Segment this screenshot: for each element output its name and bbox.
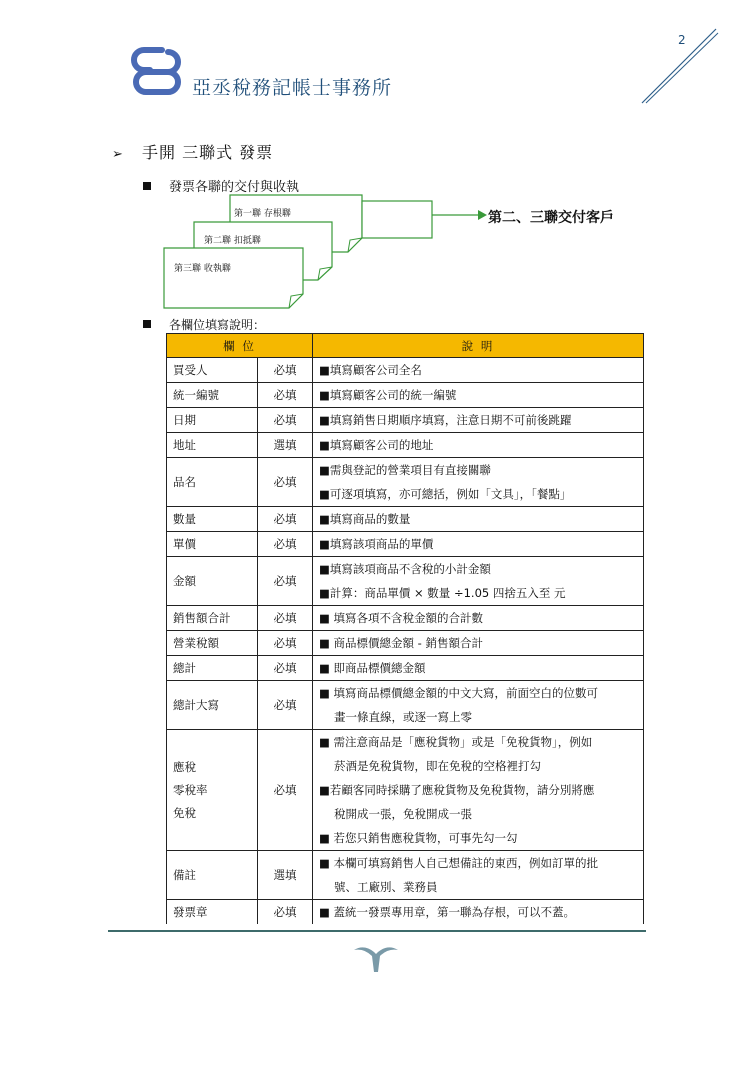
field-required: 必填 bbox=[258, 631, 313, 656]
field-required: 必填 bbox=[258, 900, 313, 925]
description-line: ■若顧客同時採購了應稅貨物及免稅貨物，請分別將應 bbox=[319, 783, 595, 797]
description-line: ■ 蓋統一發票專用章，第一聯為存根，可以不蓋。 bbox=[319, 905, 576, 919]
field-description bbox=[313, 900, 644, 925]
description-line: ■填寫商品的數量 bbox=[319, 512, 411, 526]
field-name: 應稅 bbox=[173, 759, 196, 774]
field-required: 選填 bbox=[258, 433, 313, 458]
field-name-cell bbox=[167, 851, 258, 900]
footer-ornament-icon bbox=[352, 942, 400, 974]
description-line: 號、工廠別、業務員 bbox=[334, 880, 438, 894]
field-name: 品名 bbox=[173, 475, 196, 489]
field-required: 必填 bbox=[258, 383, 313, 408]
firm-logo-icon bbox=[128, 42, 186, 100]
field-name-cell bbox=[167, 507, 258, 532]
fields-heading bbox=[143, 316, 265, 333]
delivery-arrow-head bbox=[478, 210, 487, 220]
field-name-cell bbox=[167, 606, 258, 631]
field-name-cell bbox=[167, 900, 258, 925]
description-line: ■填寫顧客公司的統一編號 bbox=[319, 388, 457, 402]
copies-heading-text: 發票各聯的交付與收執 bbox=[169, 180, 300, 195]
table-row bbox=[167, 458, 644, 507]
field-name: 發票章 bbox=[173, 905, 208, 919]
description-line: ■可逐項填寫，亦可總括，例如「文具」，「餐點」 bbox=[319, 487, 572, 501]
field-name-cell bbox=[167, 532, 258, 557]
field-name: 零稅率 bbox=[173, 782, 208, 797]
field-required: 必填 bbox=[258, 458, 313, 507]
description-line: ■需與登記的營業項目有直接關聯 bbox=[319, 463, 491, 477]
description-line: ■ 本欄可填寫銷售人自己想備註的東西，例如訂單的批 bbox=[319, 856, 599, 870]
corner-decoration bbox=[640, 25, 720, 105]
field-required: 選填 bbox=[258, 851, 313, 900]
description-line: ■ 填寫商品標價總金額的中文大寫，前面空白的位數可 bbox=[319, 686, 599, 700]
description-line: ■ 需注意商品是「應稅貨物」或是「免稅貨物」，例如 bbox=[319, 735, 593, 749]
field-description bbox=[313, 532, 644, 557]
field-description bbox=[313, 730, 644, 851]
description-line: ■填寫顧客公司全名 bbox=[319, 363, 422, 377]
field-required: 必填 bbox=[258, 730, 313, 851]
field-name: 營業稅額 bbox=[173, 636, 219, 650]
field-name: 數量 bbox=[173, 512, 196, 526]
description-line: ■ 商品標價總金額 - 銷售額合計 bbox=[319, 636, 483, 650]
section-heading bbox=[112, 140, 273, 163]
field-name: 統一編號 bbox=[173, 388, 219, 402]
arrow-bullet-icon: ➢ bbox=[112, 147, 123, 162]
field-name: 總計 bbox=[173, 661, 196, 675]
field-name-cell bbox=[167, 458, 258, 507]
field-name-cell bbox=[167, 656, 258, 681]
field-description bbox=[313, 408, 644, 433]
section-title: 手開 三聯式 發票 bbox=[142, 143, 274, 162]
field-description bbox=[313, 458, 644, 507]
field-required: 必填 bbox=[258, 358, 313, 383]
field-description bbox=[313, 681, 644, 730]
field-required: 必填 bbox=[258, 532, 313, 557]
field-name: 日期 bbox=[173, 413, 196, 427]
field-rows bbox=[167, 358, 644, 925]
description-line: ■ 若您只銷售應稅貨物，可事先勾一勾 bbox=[319, 831, 518, 845]
table-row bbox=[167, 900, 644, 925]
field-name: 總計大寫 bbox=[173, 698, 219, 712]
table-row bbox=[167, 656, 644, 681]
table-row bbox=[167, 532, 644, 557]
description-line: ■填寫銷售日期順序填寫，注意日期不可前後跳躍 bbox=[319, 413, 572, 427]
field-required: 必填 bbox=[258, 606, 313, 631]
field-name-cell bbox=[167, 383, 258, 408]
square-bullet-icon bbox=[143, 320, 151, 328]
field-name-cell bbox=[167, 730, 258, 851]
field-description bbox=[313, 433, 644, 458]
field-name-cell bbox=[167, 433, 258, 458]
table-row bbox=[167, 557, 644, 606]
field-description bbox=[313, 383, 644, 408]
field-name-cell bbox=[167, 681, 258, 730]
description-line: 菸酒是免稅貨物，即在免稅的空格裡打勾 bbox=[334, 759, 541, 773]
field-description bbox=[313, 631, 644, 656]
footer-rule bbox=[108, 930, 646, 932]
field-required: 必填 bbox=[258, 557, 313, 606]
field-name: 單價 bbox=[173, 537, 196, 551]
description-line: ■填寫顧客公司的地址 bbox=[319, 438, 434, 452]
fields-heading-text: 各欄位填寫說明： bbox=[169, 318, 266, 332]
description-line: ■ 填寫各項不含稅金額的合計數 bbox=[319, 611, 484, 625]
description-line: ■填寫該項商品的單價 bbox=[319, 537, 434, 551]
copy-label-third: 第一聯 存根聯 bbox=[234, 209, 291, 219]
field-name-cell bbox=[167, 557, 258, 606]
field-name: 備註 bbox=[173, 868, 196, 882]
copy-card-first bbox=[164, 248, 303, 308]
header-desc: 說 明 bbox=[313, 334, 644, 358]
field-required: 必填 bbox=[258, 681, 313, 730]
field-table bbox=[166, 333, 644, 924]
field-description bbox=[313, 606, 644, 631]
field-description bbox=[313, 656, 644, 681]
header-field: 欄 位 bbox=[167, 334, 313, 358]
delivery-label: 第二、三聯交付客戶 bbox=[488, 210, 614, 226]
field-description bbox=[313, 557, 644, 606]
field-description bbox=[313, 507, 644, 532]
table-row bbox=[167, 730, 644, 851]
field-name: 免稅 bbox=[173, 805, 196, 820]
firm-name: 亞丞稅務記帳士事務所 bbox=[192, 77, 393, 99]
table-row bbox=[167, 433, 644, 458]
copy-label-second: 第二聯 扣抵聯 bbox=[204, 236, 261, 246]
table-row bbox=[167, 631, 644, 656]
invoice-copies-diagram bbox=[160, 190, 490, 312]
copy-label-first: 第三聯 收執聯 bbox=[174, 264, 231, 274]
field-name-cell bbox=[167, 408, 258, 433]
field-required: 必填 bbox=[258, 656, 313, 681]
field-required: 必填 bbox=[258, 408, 313, 433]
table-row bbox=[167, 681, 644, 730]
table-row bbox=[167, 408, 644, 433]
description-line: ■計算：商品單價 × 數量 ÷1.05 四捨五入至 元 bbox=[319, 586, 566, 600]
description-line: 畫一條直線，或逐一寫上零 bbox=[334, 710, 472, 724]
description-line: ■填寫該項商品不含稅的小計金額 bbox=[319, 562, 491, 576]
field-name: 金額 bbox=[173, 574, 196, 588]
table-header-row bbox=[167, 334, 644, 358]
field-name-cell bbox=[167, 358, 258, 383]
field-description bbox=[313, 851, 644, 900]
field-description bbox=[313, 358, 644, 383]
field-name-cell bbox=[167, 631, 258, 656]
table-row bbox=[167, 606, 644, 631]
table-row bbox=[167, 507, 644, 532]
page-number: 2 bbox=[678, 33, 686, 47]
field-name: 銷售額合計 bbox=[173, 611, 231, 625]
table-row bbox=[167, 383, 644, 408]
field-name: 地址 bbox=[173, 438, 196, 452]
description-line: ■ 即商品標價總金額 bbox=[319, 661, 426, 675]
square-bullet-icon bbox=[143, 182, 151, 190]
description-line: 稅開成一張，免稅開成一張 bbox=[334, 807, 472, 821]
copy-card-extra bbox=[362, 201, 432, 238]
field-name: 買受人 bbox=[173, 363, 208, 377]
field-required: 必填 bbox=[258, 507, 313, 532]
table-row bbox=[167, 851, 644, 900]
table-row bbox=[167, 358, 644, 383]
